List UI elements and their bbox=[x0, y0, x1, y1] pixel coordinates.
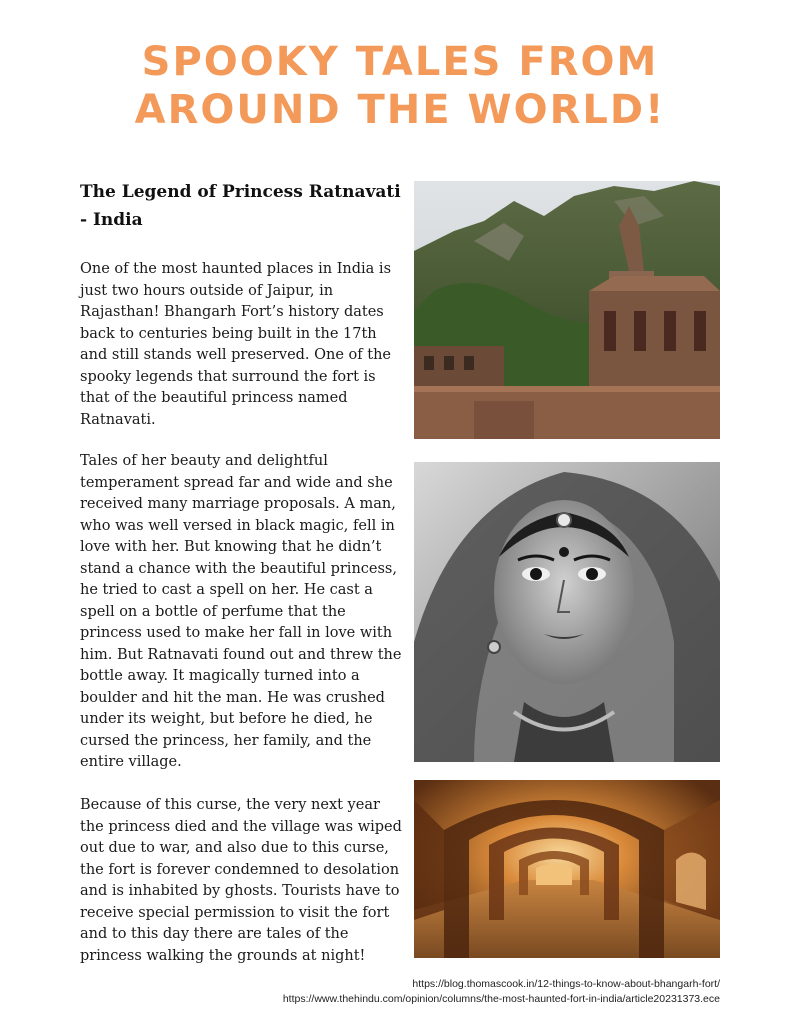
page-title-line-2: AROUND THE WORLD! bbox=[134, 87, 666, 133]
article-paragraph-3: Because of this curse, the very next year the princess died and the village was wiped out due to war, and also due to this curse, the fort is forever condemned to desolation and is inhabited by ghosts. Tourists have to receive special permission to visit the fort and to this day there are tales of the princess walking the grounds at night! bbox=[80, 797, 402, 964]
source-link-1[interactable]: https://blog.thomascook.in/12-things-to-know-about-bhangarh-fort/ bbox=[412, 978, 720, 990]
fort-temple-photo bbox=[414, 181, 720, 439]
fort-corridor-photo bbox=[414, 780, 720, 958]
sources bbox=[283, 977, 720, 1007]
source-link-2[interactable]: https://www.thehindu.com/opinion/columns/the-most-haunted-fort-in-india/article20231373.ece bbox=[282, 993, 720, 1005]
article-paragraph-2: Tales of her beauty and delightful temperament spread far and wide and she received many marriage proposals. A man, who was well versed in black magic, fell in love with her. But knowing that he didn’t stand a chance with the beautiful princess, he tried to cast a spell on her. He cast a spell on a bottle of perfume that the princess used to make her fall in love with him. But Ratnavati found out and threw the bottle away. It magically turned into a boulder and hit the man. He was crushed under its weight, but before he died, he cursed the princess, her family, and the entire village. bbox=[80, 453, 402, 770]
page-title-line-1: SPOOKY TALES FROM bbox=[141, 39, 659, 85]
page-title bbox=[0, 38, 800, 134]
princess-portrait-photo bbox=[414, 462, 720, 762]
article-paragraph-1: One of the most haunted places in India is just two hours outside of Jaipur, in Rajasthan! Bhangarh Fort’s history dates back to centuries being built in the 17th and still stands well preserved. One of the spooky legends that surround the fort is that of the beautiful princess named Ratnavati. bbox=[80, 261, 392, 428]
article-heading: The Legend of Princess Ratnavati - India bbox=[80, 182, 401, 230]
